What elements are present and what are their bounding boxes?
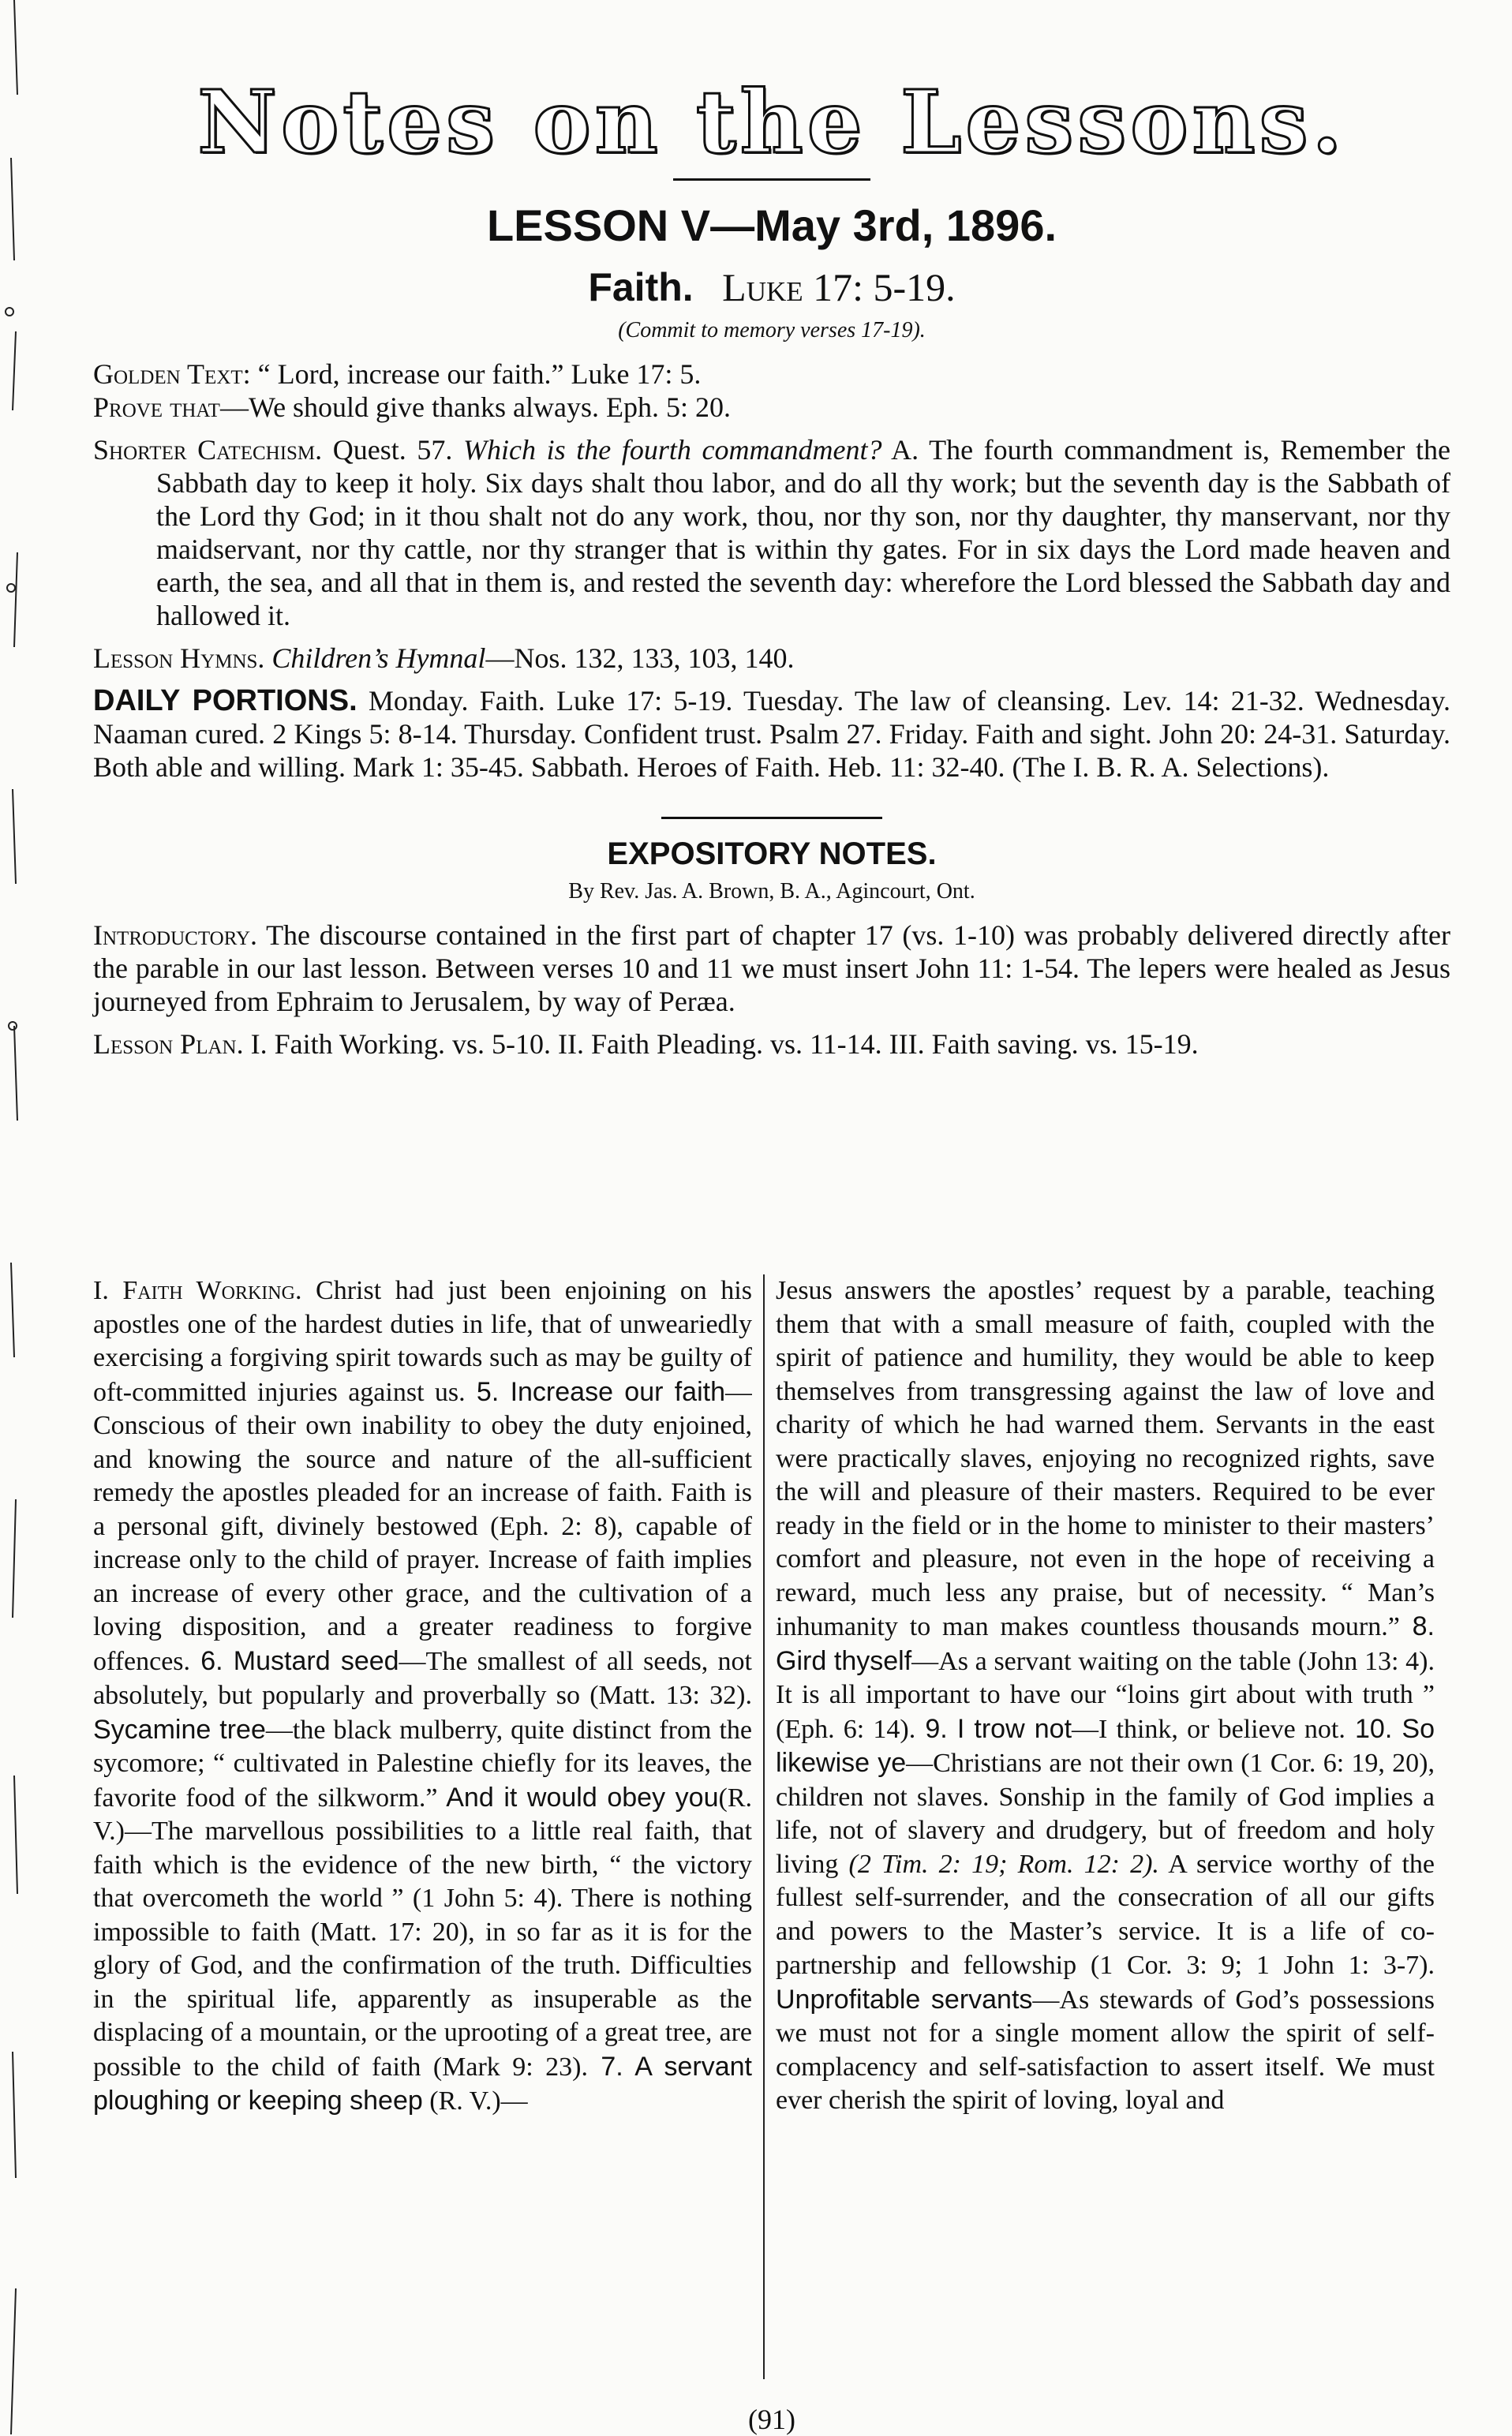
page-number: (91) [748,2404,795,2435]
left-column [93,1274,752,2395]
right-column [776,1274,1435,2395]
hymns-numbers: —Nos. 132, 133, 103, 140. [485,642,795,674]
note-text: —As stewards of God’s possessions we must not for a single moment allow the spirit of self-complacency and self-satisfaction to assert itself. We must ever cherish the spirit of loving, loyal and [776,1985,1435,2115]
expository-notes-title: EXPOSITORY NOTES. [607,836,937,871]
note-text: —Conscious of their own inability to obey the duty enjoined, and knowing the source and nature of the all-sufficient remedy the apostles pleaded for an increase of faith. Faith is a personal gift, divinely bestowed (Eph. 2: 8), capable of increase only to the child of prayer. Increase of faith implies an increase of every other grace, and the cultivation of a loving disposition, and a greater readiness to forgive offences. [93,1377,752,1676]
daily-portions-label: DAILY PORTIONS. [93,684,357,717]
verse-5-keyword: 5. Increase our faith [465,1376,725,1407]
verse-10-keyword: 10. So likewise ye [776,1713,1435,1778]
daily-portions [93,684,1450,784]
lesson-plan-body: I. Faith Working. vs. 5-10. II. Faith Pleading. vs. 11-14. III. Faith saving. vs. 15-19. [243,1028,1199,1060]
author-byline: By Rev. Jas. A. Brown, B. A., Agincourt, Ont. [568,879,975,904]
shorter-catechism [93,433,1450,632]
note-text: Christ had just been enjoining on his apostles one of the hardest duties in life, that of unweariedly exercising a forgiving spirit towards such as may be guilty of oft-committed injuries against us. [93,1276,752,1407]
note-text: (R. V.)—The marvellous possibilities to a little real faith, that faith which is the evidence of the new birth, “ the victory that overcometh the world ” (1 John 5: 4). There is nothing impossible to faith (Matt. 17: 20), in so far as it is for the glory of God, and the confirmation of the truth. Difficulties in the spiritual life, apparently as insuperable as the displacing of a mountain, or the uprooting of a great tree, are possible to the child of faith (Mark 9: 23). [93,1783,752,2082]
note-text: —the black mulberry, quite distinct from the sycomore; “ cultivated in Palestine chiefly for its leaves, the favorite food of the silkworm.” [93,1715,752,1813]
golden-text [93,357,1450,391]
verse-7-keyword: 7. A servant ploughing or keeping sheep [93,2051,752,2116]
commit-note: (Commit to memory verses 17-19). [618,318,926,342]
obey-you-keyword: And it would obey you [437,1782,719,1813]
column-divider [763,1274,765,2379]
note-text: —Christians are not their own (1 Cor. 6: 19, 20), children not slaves. Sonship in the family of God implies a life, not of slavery and drudgery, but of freedom and holy living [776,1749,1435,1879]
introductory [93,919,1450,1018]
note-text: —I think, or believe not. [1072,1714,1345,1744]
note-text: (R. V.)— [422,2086,528,2116]
catechism-label: Shorter Catechism. [93,434,323,466]
verse-6-keyword: 6. Mustard seed [190,1645,399,1676]
two-column-notes [93,1274,1450,2395]
introductory-label: Introductory. [93,919,258,951]
introductory-body: The discourse contained in the first part of chapter 17 (vs. 1-10) was probably delivered directly after the parable in our last lesson. Between verses 10 and 11 we must insert John 11: 1-54. The lepers were healed as Jesus journeyed from Ephraim to Jerusalem, by way of Peræa. [93,919,1450,1017]
lesson-subject: Faith. [588,265,694,309]
binding-edge-marks [0,0,47,2434]
hymns-label: Lesson Hymns. [93,642,265,674]
hymns-book: Children’s Hymnal [271,642,486,674]
lesson-title: LESSON V—May 3rd, 1896. [486,200,1057,250]
faith-working-heading: I. Faith Working. [93,1276,302,1305]
note-text: Jesus answers the apostles’ request by a parable, teaching them that with a small measure of faith, coupled with the spirit of patience and humility, they would be able to keep themselves from transgressing against the law of love and charity of which he had warned them. Servants in the east were practically slaves, enjoying no recognized rights, save the will and pleasure of their masters. Required to be ever ready in the field or in the home to minister to their masters’ comfort and pleasure, not even in the hope of receiving a reward, much less any praise, but of necessity. “ Man’s inhumanity to man makes countless thousands mourn.” [776,1276,1435,1641]
note-reference: (2 Tim. 2: 19; Rom. 12: 2). [838,1849,1159,1879]
verse-9-keyword: 9. I trow not [915,1713,1072,1744]
golden-text-body: “ Lord, increase our faith.” Luke 17: 5. [257,358,702,390]
page [93,55,1451,2435]
note-text: —The smallest of all seeds, not absolutely, but popularly and proverbally so (Matt. 13: 32). [93,1646,752,1710]
catechism-answer: A. The fourth commandment is, Remember the Sabbath day to keep it holy. Six days shalt thou labor, and do all thy work; but the seventh day is the Sabbath of the Lord thy God; in it thou shalt not do any work, thou, nor thy son, nor thy daughter, thy manservant, nor thy maidservant, nor thy cattle, nor thy stranger that is within thy gates. For in six days the Lord made heaven and earth, the sea, and all that in them is, and rested the seventh day: wherefore the Lord blessed the Sabbath day and hallowed it. [156,434,1451,631]
masthead-rule [673,178,870,181]
verse-8-keyword: 8. Gird thyself [776,1611,1435,1676]
lesson-hymns [93,642,1450,675]
lesson-reference: Luke 17: 5-19. [722,265,956,309]
masthead: Notes on the Lessons. [197,71,1346,173]
daily-portions-body: Monday. Faith. Luke 17: 5-19. Tuesday. The law of cleansing. Lev. 14: 21-32. Wednesday. Naaman cured. 2 Kings 5: 8-14. Thursday. Confident trust. Psalm 27. Friday. Faith and sight. John 20: 24-31. Saturday. Both able and willing. Mark 1: 35-45. Sabbath. Heroes of Faith. Heb. 11: 32-40. (The I. B. R. A. Selections). [93,685,1451,783]
section-rule [661,817,882,819]
lesson-subject-line [93,261,1450,313]
lesson-plan-label: Lesson Plan. [93,1028,244,1060]
unprofitable-keyword: Unprofitable servants [776,1984,1033,2015]
catechism-quest: Quest. 57. [332,434,453,466]
sycamine-keyword: Sycamine tree [93,1714,266,1745]
catechism-question: Which is the fourth commandment? [463,434,882,466]
prove-that-body: —We should give thanks always. Eph. 5: 20. [219,391,731,423]
note-text: A service worthy of the fullest self-surrender, and the consecration of all our gifts and powers to the Master’s service. It is a life of co-partnership and fellowship (1 Cor. 3: 9; 1 John 1: 3-7). [776,1849,1435,1980]
prove-that-label: Prove that [93,391,220,423]
prove-that [93,391,1450,424]
note-text: —As a servant waiting on the table (John 13: 4). It is all important to have our “loins girt about with truth ” (Eph. 6: 14). [776,1646,1435,1744]
golden-text-label: Golden Text: [93,358,251,390]
lesson-plan [93,1027,1450,1061]
